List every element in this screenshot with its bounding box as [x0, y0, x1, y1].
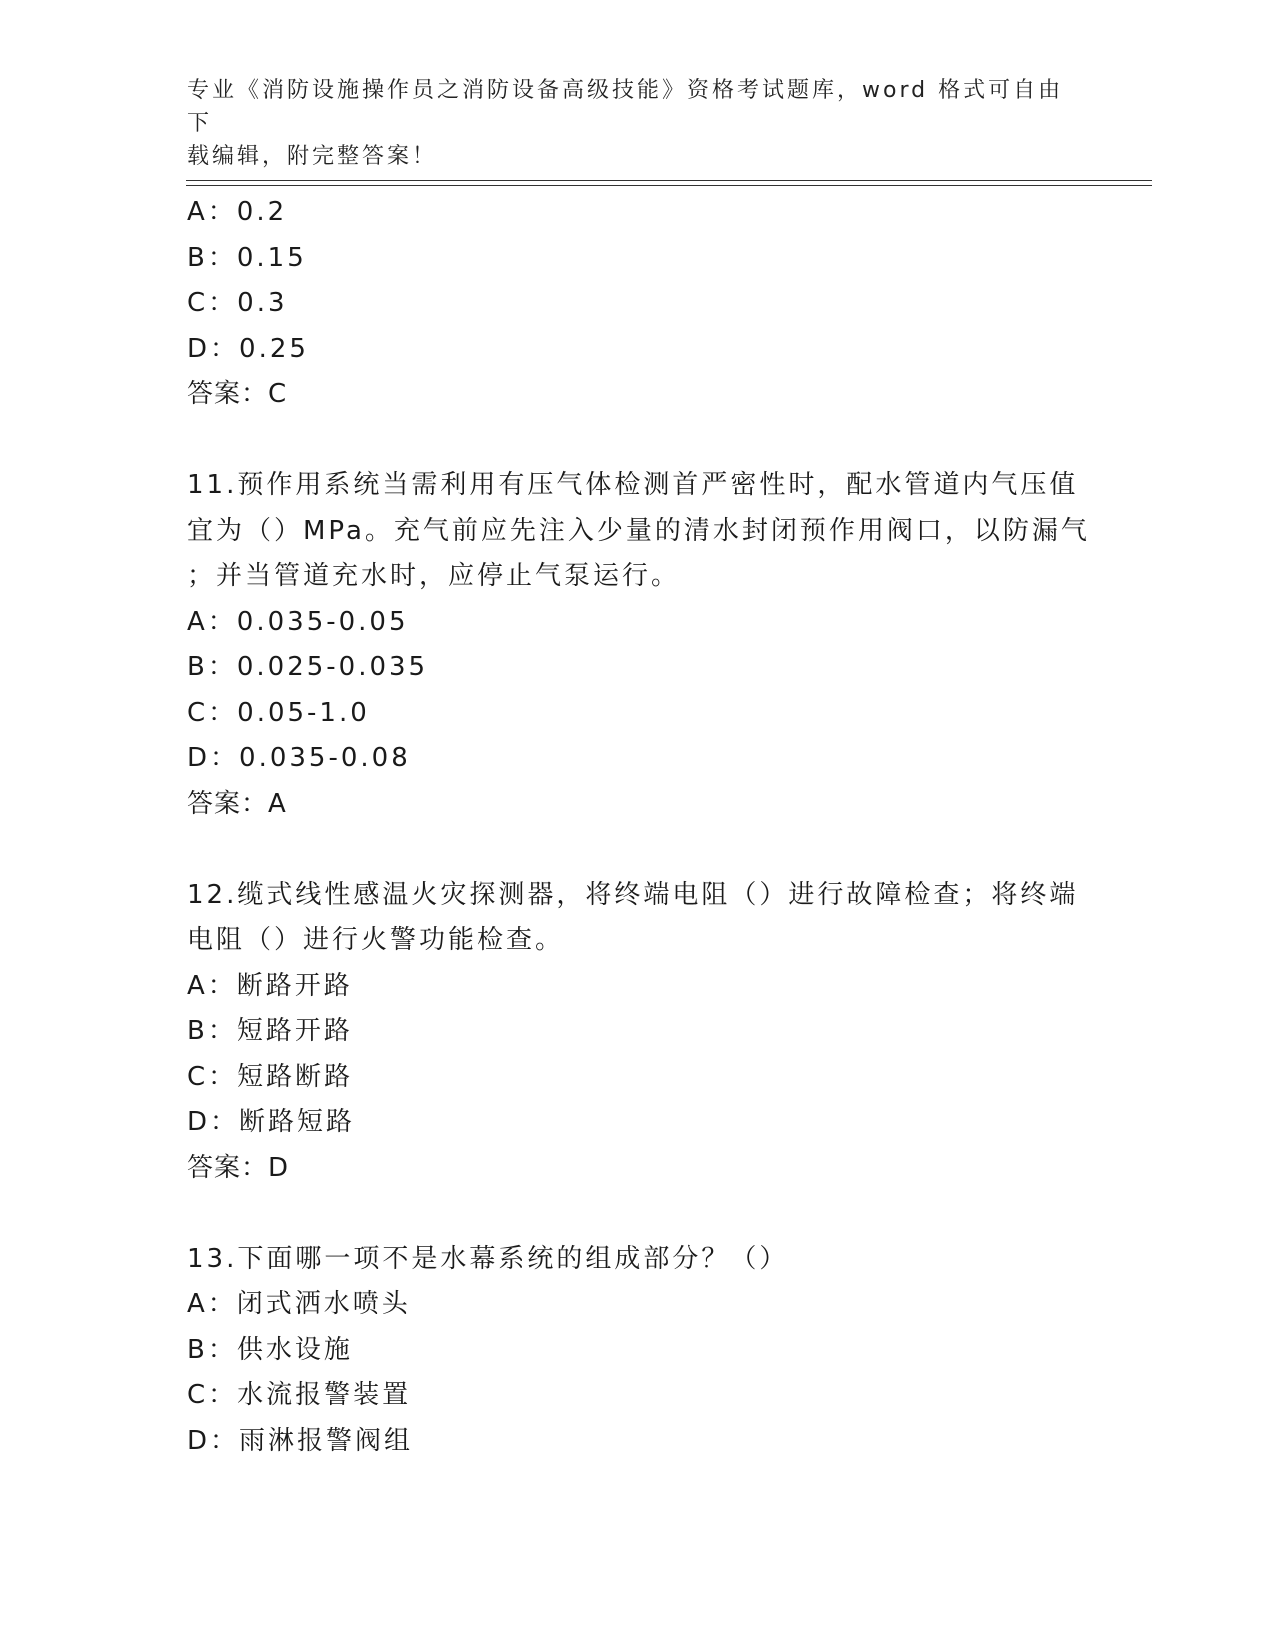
- option-d: [187, 736, 1087, 782]
- option-letter: A：: [187, 197, 237, 227]
- option-letter: D：: [187, 1425, 240, 1456]
- question-13-text: [187, 1237, 1067, 1283]
- header-rule-bottom: [186, 185, 1152, 186]
- question-text-line: 12.缆式线性感温火灾探测器，将终端电阻（）进行故障检查；将终端: [187, 879, 1079, 910]
- question-12: [187, 873, 1087, 1192]
- option-letter: C：: [187, 1380, 238, 1410]
- option-text: 短路断路: [237, 1061, 354, 1092]
- option-text: 0.2: [236, 197, 288, 227]
- question-text-line: ；并当管道充水时，应停止气泵运行。: [187, 561, 681, 591]
- option-text: 0.3: [237, 288, 288, 318]
- option-c: [187, 1055, 1087, 1101]
- question-11-answer: 答案：A: [187, 788, 287, 819]
- question-11: [187, 463, 1090, 827]
- option-text: 0.035-0.05: [236, 606, 409, 637]
- option-letter: A：: [187, 606, 237, 637]
- option-d: [187, 1419, 1087, 1465]
- question-text-line: 11.预作用系统当需利用有压气体检测首严密性时，配水管道内气压值: [187, 470, 1079, 500]
- option-c: [187, 1373, 1087, 1419]
- option-text: 雨淋报警阀组: [239, 1425, 414, 1456]
- option-letter: B：: [187, 652, 237, 682]
- option-a: [187, 1282, 1087, 1328]
- spacer: [187, 827, 1087, 873]
- option-text: 0.025-0.035: [236, 652, 429, 682]
- question-10-options: [187, 190, 1087, 418]
- question-text-line: 电阻（）进行火警功能检查。: [187, 925, 565, 955]
- option-letter: B：: [187, 1334, 237, 1365]
- option-letter: D：: [187, 333, 240, 364]
- option-letter: B：: [187, 1016, 237, 1046]
- option-d: [187, 327, 1087, 373]
- question-12-text: [187, 873, 1079, 964]
- option-text: 断路开路: [236, 970, 353, 1001]
- option-a: [187, 190, 1087, 236]
- option-a: [187, 964, 1087, 1010]
- question-10-answer: 答案：C: [187, 379, 288, 409]
- option-text: 供水设施: [236, 1334, 353, 1365]
- option-text: 闭式洒水喷头: [236, 1289, 411, 1319]
- spacer: [187, 418, 1087, 464]
- question-11-text: [187, 463, 1090, 600]
- option-text: 0.25: [239, 333, 309, 364]
- option-letter: C：: [187, 1061, 238, 1092]
- spacer: [187, 1191, 1087, 1237]
- header-line-2: 载编辑，附完整答案！: [187, 144, 438, 169]
- option-c: [187, 281, 1087, 327]
- option-text: 断路短路: [239, 1107, 356, 1137]
- question-text-line: 13.下面哪一项不是水幕系统的组成部分？（）: [187, 1243, 789, 1274]
- option-text: 短路开路: [236, 1016, 353, 1046]
- option-text: 0.05-1.0: [237, 697, 370, 728]
- option-letter: C：: [187, 288, 238, 318]
- option-letter: D：: [187, 1107, 240, 1137]
- header-rule-top: [186, 180, 1152, 181]
- option-b: [187, 1328, 1087, 1374]
- option-a: [187, 600, 1087, 646]
- option-b: [187, 1009, 1087, 1055]
- option-letter: D：: [187, 743, 240, 773]
- question-text-line: 宜为（）MPa。充气前应先注入少量的清水封闭预作用阀口，以防漏气: [187, 515, 1090, 546]
- header-line-1: 专业《消防设施操作员之消防设备高级技能》资格考试题库，word 格式可自由下: [187, 78, 1064, 136]
- option-letter: B：: [187, 242, 237, 273]
- question-12-answer: 答案：D: [187, 1152, 290, 1183]
- option-text: 水流报警装置: [237, 1380, 412, 1410]
- option-letter: A：: [187, 1289, 237, 1319]
- option-c: [187, 691, 1087, 737]
- document-header: [187, 74, 1067, 173]
- option-d: [187, 1100, 1087, 1146]
- option-text: 0.035-0.08: [239, 743, 411, 773]
- option-letter: C：: [187, 697, 238, 728]
- question-content: [187, 190, 1090, 1464]
- option-b: [187, 236, 1087, 282]
- question-13: [187, 1237, 1087, 1465]
- option-b: [187, 645, 1087, 691]
- option-letter: A：: [187, 970, 237, 1001]
- option-text: 0.15: [236, 242, 307, 273]
